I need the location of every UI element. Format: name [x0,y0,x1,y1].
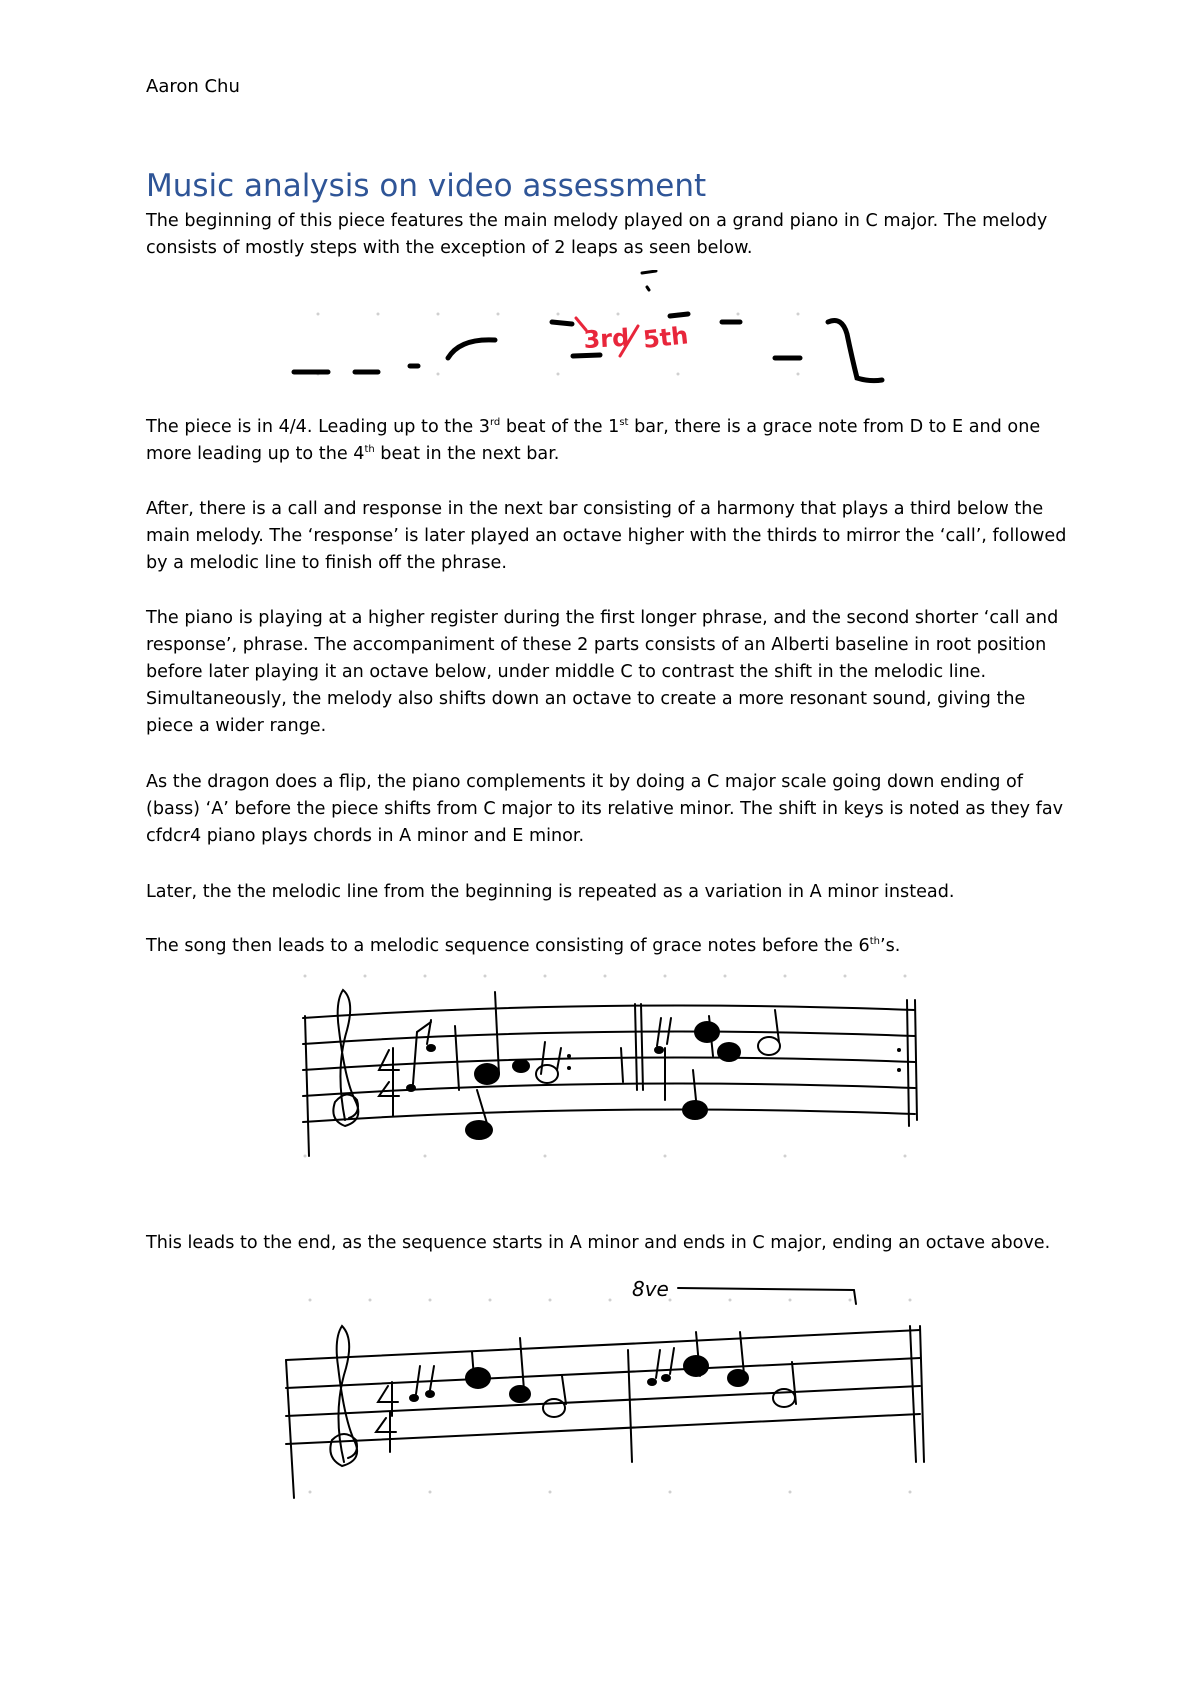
melody-contour-sketch [290,270,910,390]
sequence-notation-sketch [295,970,935,1170]
ending-paragraph: This leads to the end, as the sequence starts in A minor and ends in C major, ending an octave above. [146,1233,1051,1253]
time-signature-paragraph: The piece is in 4/4. Leading up to the 3rd beat of the 1st bar, there is a grace note from D to E and one more leading up to the 4th beat in the next bar. [146,417,1041,464]
author-name: Aaron Chu [146,76,240,97]
document-title: Music analysis on video assessment [146,168,707,204]
register-paragraph: The piano is playing at a higher register during the first longer phrase, and the second shorter ‘call and response’, phrase. The accompaniment of these 2 parts consists of an Alberti baseline in root position before later playing it an octave below, under middle C to contrast the shift in the melodic line. Simultaneously, the melody also shifts down an octave to create a more resonant sound, giving the piece a wider range. [146,608,1059,736]
third-leap-annotation: 3rd [582,323,630,354]
ending-notation-sketch [280,1262,940,1502]
intro-paragraph: The beginning of this piece features the main melody played on a grand piano in C major. The melody consists of mostly steps with the exception of 2 leaps as seen below. [146,211,1048,258]
call-response-paragraph: After, there is a call and response in the next bar consisting of a harmony that plays a third below the main melody. The ‘response’ is later played an octave higher with the thirds to mirror the ‘call’, followed by a melodic line to finish off the phrase. [146,499,1067,573]
octave-marking: 8ve [632,1277,669,1301]
variation-paragraph: Later, the the melodic line from the beginning is repeated as a variation in A minor instead. [146,882,955,902]
sequence-paragraph: The song then leads to a melodic sequence consisting of grace notes before the 6th’s. [146,936,901,956]
dragon-flip-paragraph: As the dragon does a flip, the piano complements it by doing a C major scale going down ending of (bass) ‘A’ before the piece shifts from C major to its relative minor. The shift in keys is noted as they fav cfdcr4 piano plays chords in A minor and E minor. [146,772,1064,846]
fifth-leap-annotation: 5th [641,321,690,354]
